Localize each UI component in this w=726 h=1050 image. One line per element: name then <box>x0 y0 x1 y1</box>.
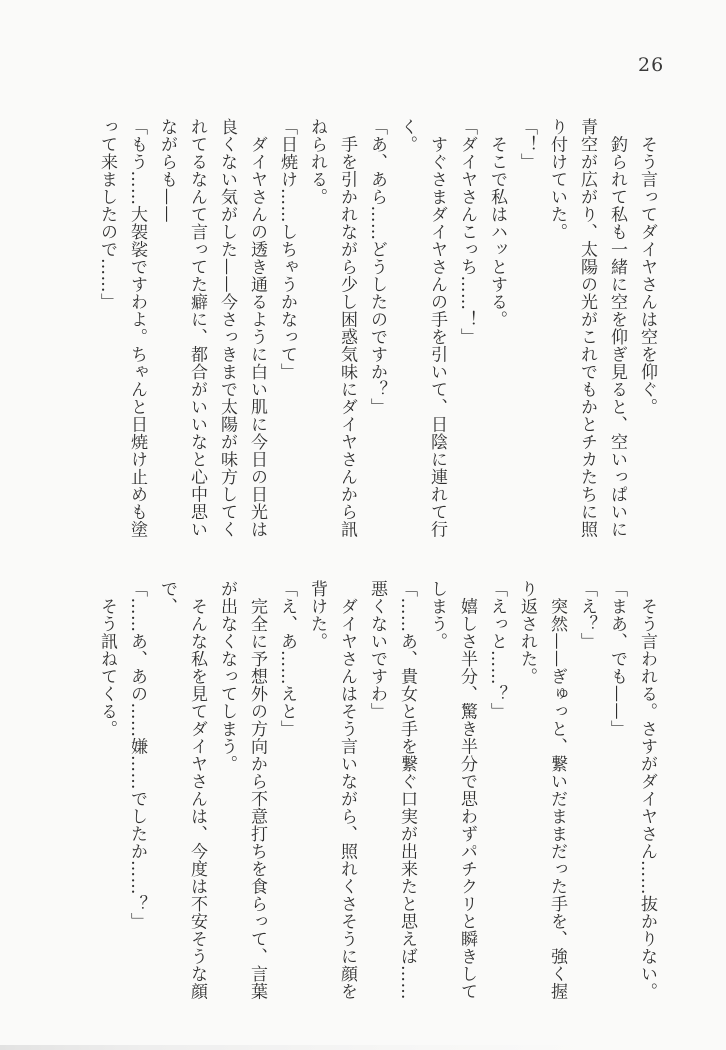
text-line: ダイヤさんの透き通るように白い肌に今日の日光は <box>247 118 267 538</box>
page-number: 26 <box>638 54 665 76</box>
top-text-block <box>84 118 662 552</box>
text-line: 「えっと……？」 <box>487 580 507 720</box>
text-line: って来ましたので……」 <box>97 118 117 311</box>
text-line: く。 <box>397 118 417 153</box>
text-line: 「……あ、あの……嫌……でしたか……？」 <box>127 580 147 930</box>
text-line: すぐさまダイヤさんの手を引いて、日陰に連れて行 <box>427 118 447 538</box>
text-line: れてるなんて言ってた癖に、都合がいいなと心中思い <box>187 118 207 538</box>
text-line: 完全に予想外の方向から不意打ちを食らって、言葉 <box>247 580 267 1000</box>
text-line: そう言われる。さすがダイヤさん……抜かりない。 <box>637 580 657 1000</box>
text-line: 「まあ、でも——」 <box>607 580 627 738</box>
text-line: り返された。 <box>517 580 537 685</box>
text-line: 「あ、あら……どうしたのですか？」 <box>367 118 387 416</box>
text-line: 嬉しさ半分、驚き半分で思わずパチクリと瞬きして <box>457 580 477 1000</box>
text-line: 手を引かれながら少し困惑気味にダイヤさんから訊 <box>337 118 357 538</box>
text-line: 良くない気がした——今さっきまで太陽が味方してく <box>217 118 237 538</box>
text-line: 背けた。 <box>307 580 327 650</box>
scan-edge-shadow <box>0 1045 590 1050</box>
text-line: ダイヤさんはそう言いながら、照れくさそうに顔を <box>337 580 357 1000</box>
text-line: 「ダイヤさんこっち……！」 <box>457 118 477 346</box>
text-line: そこで私はハッとする。 <box>487 118 507 328</box>
text-line: 「日焼け……しちゃうかなって」 <box>277 118 297 381</box>
text-line: 突然——ぎゅっと、繋いだままだった手を、強く握 <box>547 580 567 1000</box>
bottom-text-block <box>84 580 662 1012</box>
text-line: ねられる。 <box>307 118 327 206</box>
text-line: 釣られて私も一緒に空を仰ぎ見ると、空いっぱいに <box>607 118 627 538</box>
text-line: 「もう……大袈裟ですわよ。ちゃんと日焼け止めも塗 <box>127 118 147 538</box>
text-line: 「……あ、貴女と手を繋ぐ口実が出来たと思えば…… <box>397 580 417 1000</box>
text-line: 「え、あ……えと」 <box>277 580 297 738</box>
text-line: で、 <box>157 580 177 615</box>
text-line: そう訊ねてくる。 <box>97 580 117 738</box>
text-line: ながらも—— <box>157 118 177 223</box>
text-line: が出なくなってしまう。 <box>217 580 237 773</box>
text-line: 「！」 <box>517 118 537 171</box>
text-line: 悪くないですわ」 <box>367 580 387 720</box>
text-line: り付けていた。 <box>547 118 567 241</box>
text-line: 青空が広がり、太陽の光がこれでもかとチカたちに照 <box>577 118 597 538</box>
text-line: 「え？」 <box>577 580 597 650</box>
text-line: そう言ってダイヤさんは空を仰ぐ。 <box>637 118 657 416</box>
text-line: そんな私を見てダイヤさんは、今度は不安そうな顔 <box>187 580 207 1000</box>
text-line: しまう。 <box>427 580 447 650</box>
